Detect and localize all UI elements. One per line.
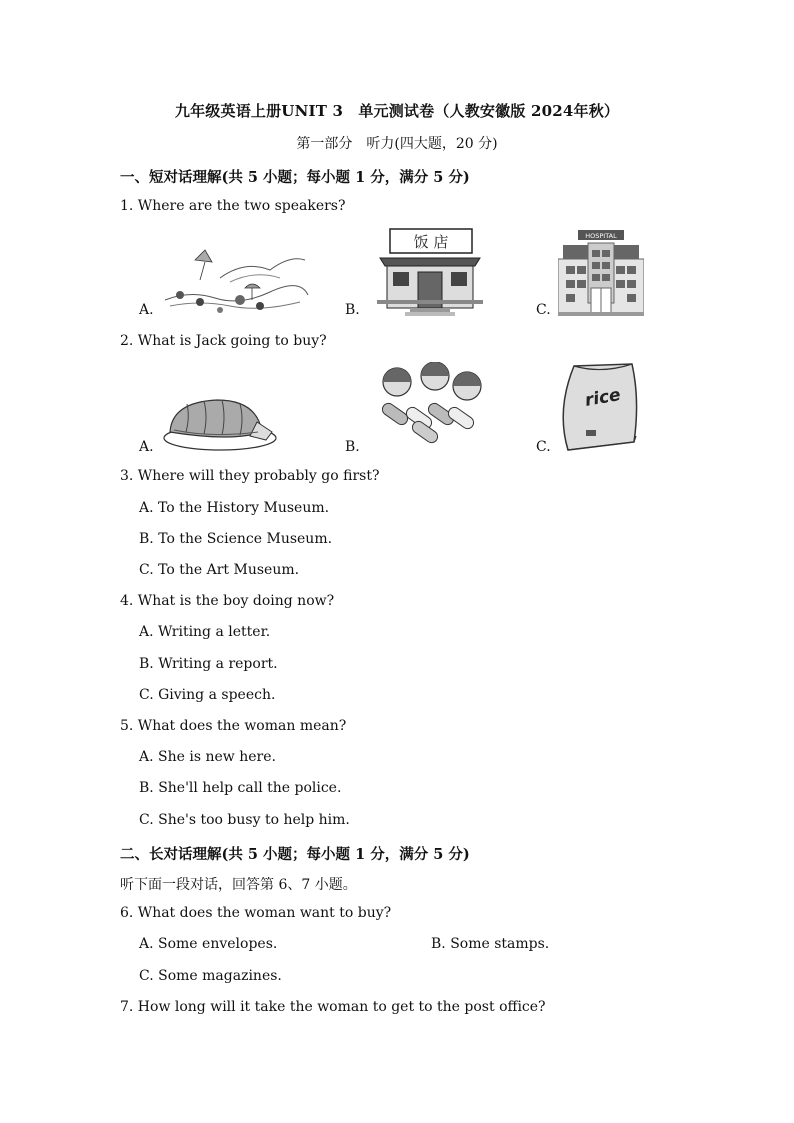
hospital-picture (558, 228, 644, 316)
q5-option-c: C. She's too busy to help him. (139, 812, 350, 828)
q3-option-c: C. To the Art Museum. (139, 562, 300, 578)
section-heading-2: 二、长对话理解(共 5 小题；每小题 1 分，满分 5 分) (120, 846, 470, 863)
q5-option-a: A. She is new here. (139, 749, 276, 765)
q6-option-c: C. Some magazines. (139, 968, 282, 984)
q1-option-c-label: C. (536, 302, 551, 318)
q2-option-a-label: A. (139, 439, 154, 455)
q4-option-a: A. Writing a letter. (139, 624, 271, 640)
rice-bag-text: rice (583, 385, 623, 411)
listening-instruction: 听下面一段对话，回答第 6、7 小题。 (120, 877, 357, 893)
bread-picture (162, 392, 280, 454)
q6-option-a: A. Some envelopes. (139, 936, 278, 952)
hospital-sign-text: HOSPITAL (585, 232, 617, 240)
exam-title: 九年级英语上册UNIT 3 单元测试卷（人教安徽版 2024年秋） (174, 102, 620, 120)
q4-option-b: B. Writing a report. (139, 656, 278, 672)
q2-option-c-label: C. (536, 439, 551, 455)
beach-picture (160, 240, 310, 318)
q1-option-b-label: B. (345, 302, 360, 318)
section-heading-1: 一、短对话理解(共 5 小题；每小题 1 分，满分 5 分) (120, 169, 470, 186)
q6-option-b: B. Some stamps. (431, 936, 550, 952)
question-7: 7. How long will it take the woman to get to the post office? (120, 999, 546, 1015)
q1-option-a-label: A. (139, 302, 154, 318)
question-5: 5. What does the woman mean? (120, 718, 347, 734)
medicine-picture (375, 362, 483, 444)
q3-option-a: A. To the History Museum. (139, 500, 330, 516)
q5-option-b: B. She'll help call the police. (139, 780, 342, 796)
rice-bag-picture (556, 360, 642, 454)
q4-option-c: C. Giving a speech. (139, 687, 276, 703)
question-4: 4. What is the boy doing now? (120, 593, 335, 609)
q2-option-b-label: B. (345, 439, 360, 455)
question-6: 6. What does the woman want to buy? (120, 905, 392, 921)
question-3: 3. Where will they probably go first? (120, 468, 380, 484)
restaurant-sign-text: 饭 店 (413, 233, 449, 251)
q3-option-b: B. To the Science Museum. (139, 531, 333, 547)
question-2: 2. What is Jack going to buy? (120, 333, 327, 349)
question-1: 1. Where are the two speakers? (120, 198, 346, 214)
restaurant-picture (375, 226, 485, 318)
part-heading: 第一部分 听力(四大题，20 分) (296, 136, 498, 152)
